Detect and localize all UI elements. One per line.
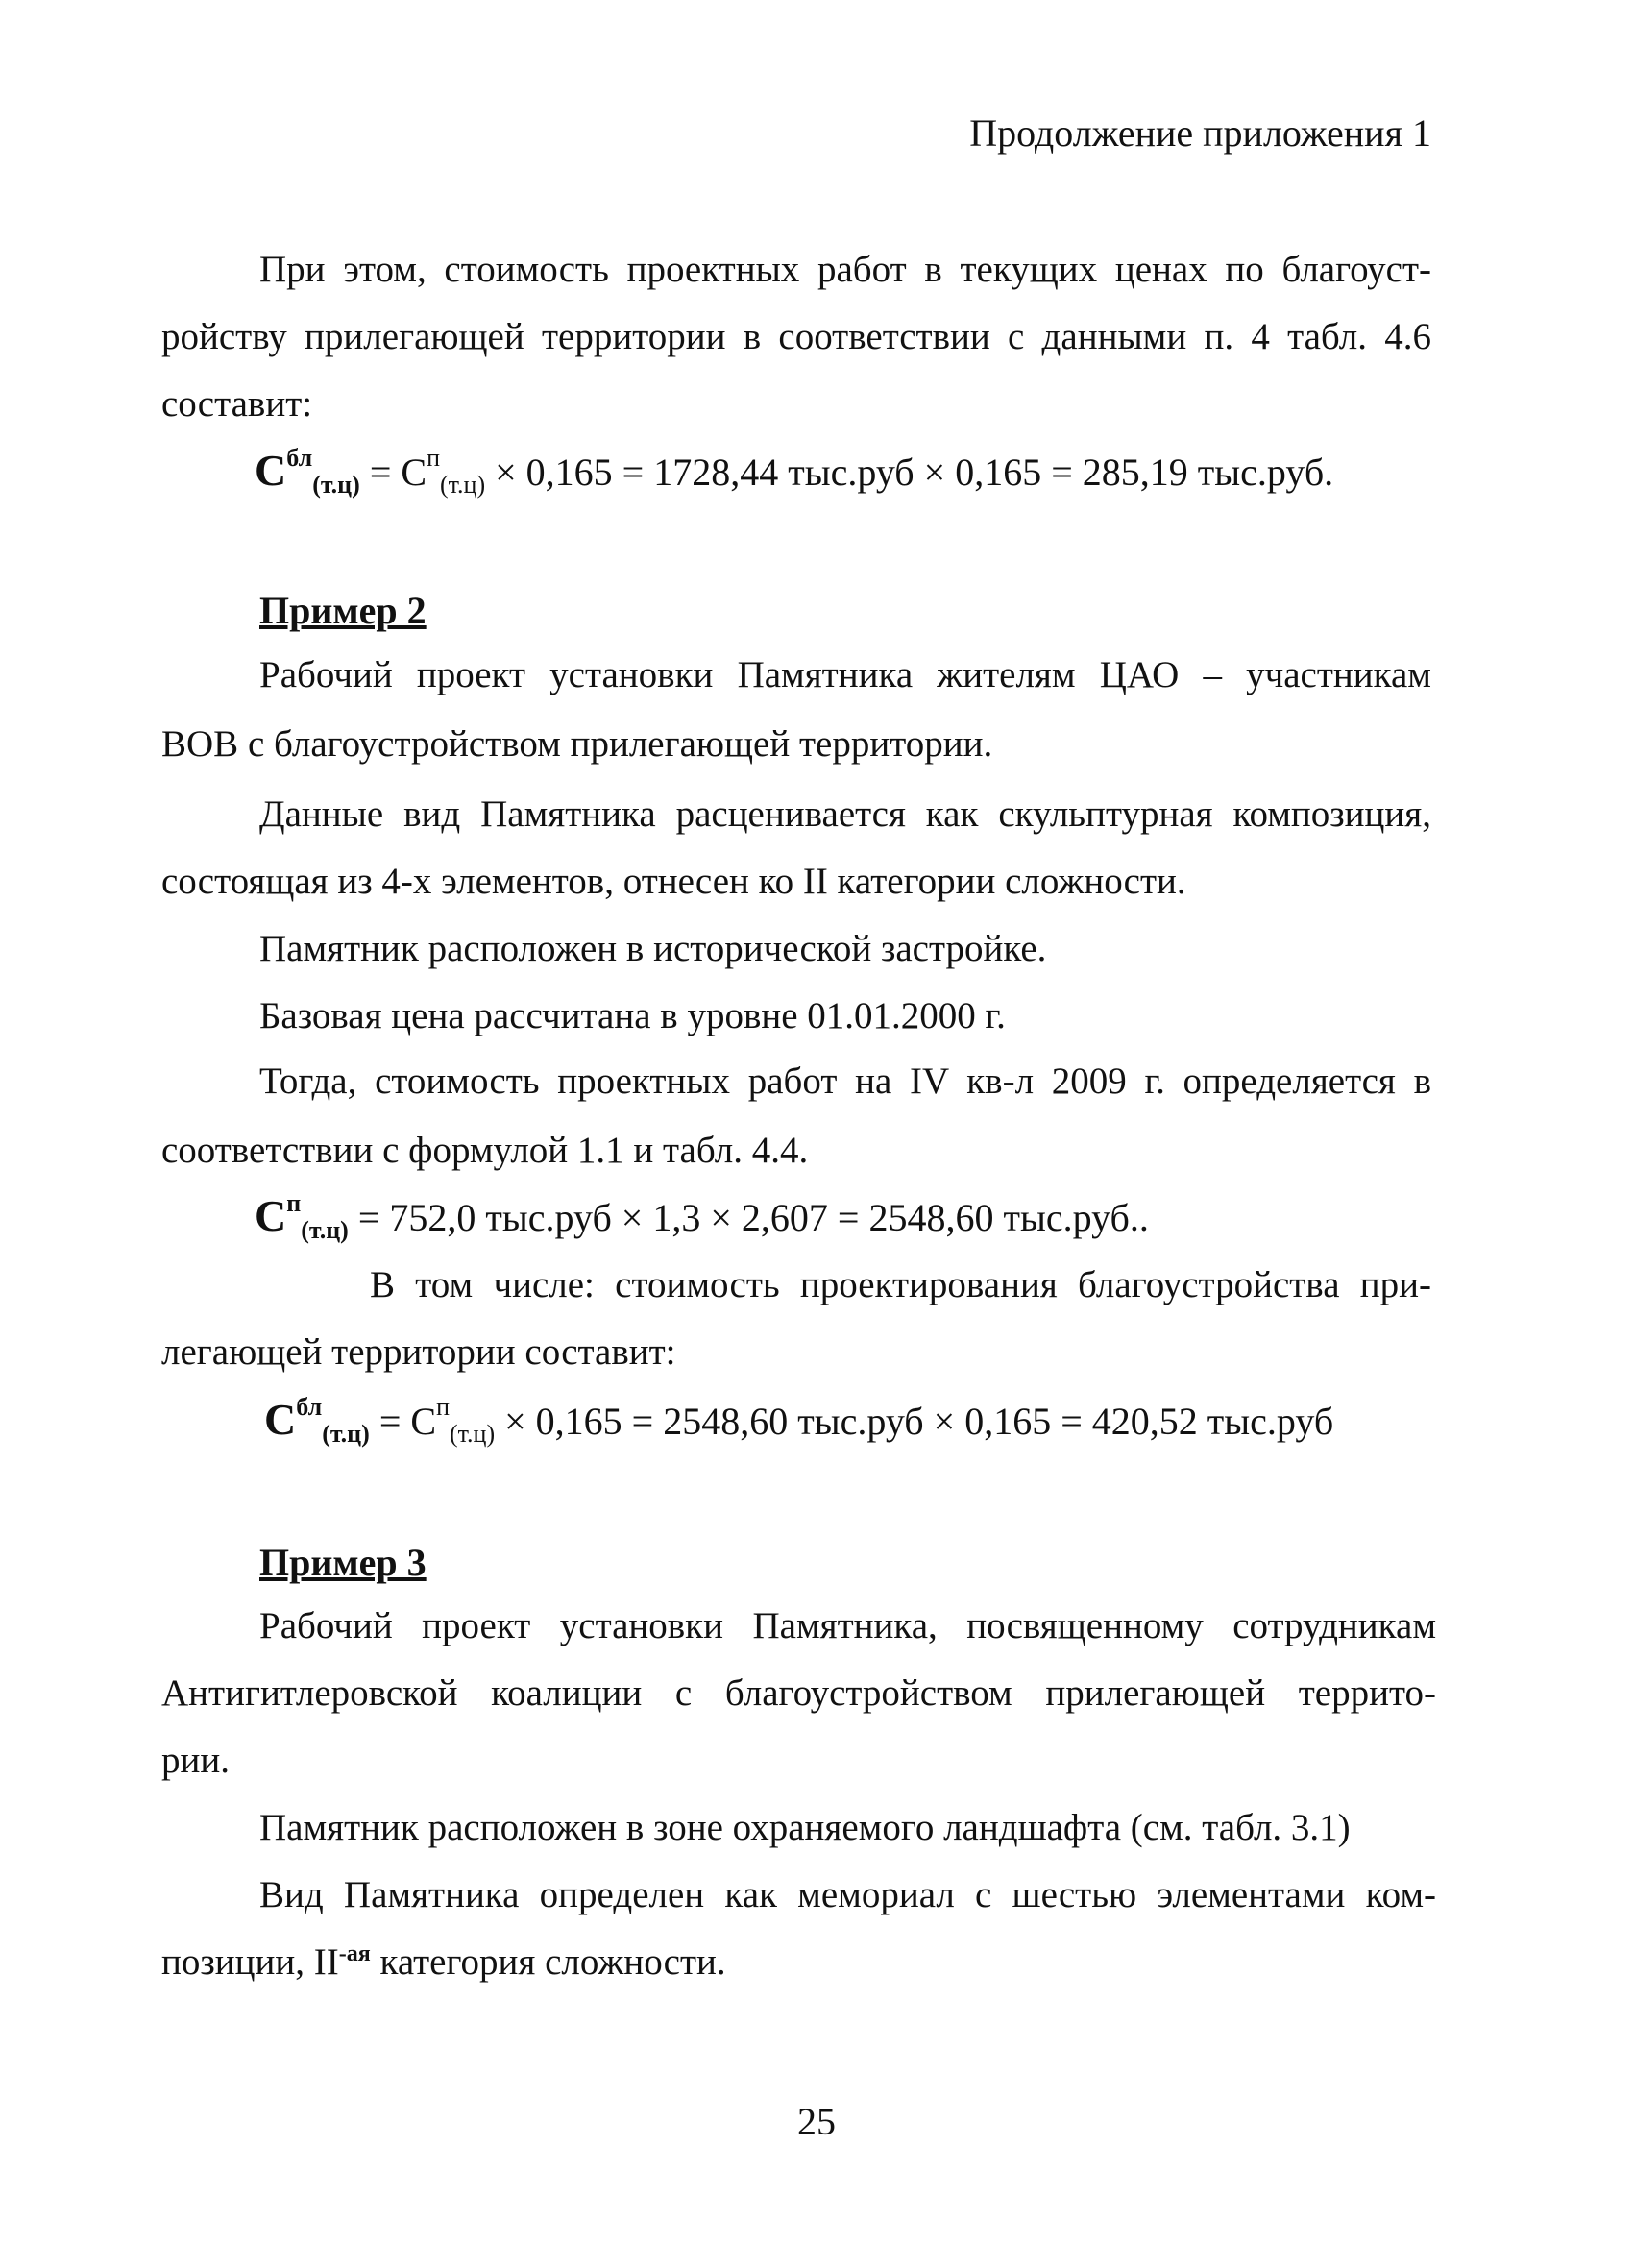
- page-header: Продолжение приложения 1: [969, 111, 1431, 155]
- intro-line-3: составит:: [161, 383, 313, 425]
- formula-1-sub-b: (т.ц): [439, 471, 486, 499]
- example-3-p2: Памятник расположен в зоне охраняемого ландшафта (см. табл. 3.1): [259, 1807, 1351, 1848]
- example-3-p3-line-2-sup: -ая: [338, 1941, 371, 1966]
- page-number: 25: [797, 2100, 836, 2143]
- formula-3-rest: × 0,165 = 2548,60 тыс.руб × 0,165 = 420,52 тыс.руб: [495, 1400, 1334, 1443]
- example-3-p3-line-1: Вид Памятника определен как мемориал с шестью элементами ком-: [259, 1874, 1436, 1915]
- example-3-p3-line-2: [161, 1940, 726, 1986]
- example-3-p1-line-2: Антигитлеровской коалиции с благоустройством прилегающей террито-: [161, 1672, 1436, 1714]
- example-3-p3-line-2-a: позиции, II: [161, 1941, 339, 1983]
- example-2-p2-line-1: Данные вид Памятника расценивается как скульптурная композиция,: [259, 793, 1431, 835]
- formula-1-symbol-b: С: [401, 451, 427, 494]
- formula-1-rest: × 0,165 = 1728,44 тыс.руб × 0,165 = 285,19 тыс.руб.: [485, 451, 1334, 494]
- formula-3-symbol-b: С: [410, 1400, 437, 1443]
- formula-1: [255, 444, 1333, 500]
- formula-3-sub-a: (т.ц): [322, 1420, 370, 1448]
- intro-line-1: При этом, стоимость проектных работ в текущих ценах по благоуст-: [259, 249, 1431, 290]
- formula-2-symbol: С: [255, 1191, 287, 1240]
- formula-1-sub-a: (т.ц): [312, 471, 360, 499]
- formula-3: [264, 1393, 1333, 1449]
- example-3-p1-line-1: Рабочий проект установки Памятника, посвященному сотрудникам: [259, 1605, 1436, 1646]
- example-3-heading: Пример 3: [259, 1541, 427, 1584]
- example-2-p1-line-2: ВОВ с благоустройством прилегающей территории.: [161, 723, 993, 765]
- formula-3-sub-b: (т.ц): [449, 1420, 496, 1448]
- example-2-p5-line-2: соответствии с формулой 1.1 и табл. 4.4.: [161, 1130, 809, 1171]
- formula-3-sup-b: п: [436, 1393, 450, 1421]
- formula-2-sub: (т.ц): [301, 1216, 349, 1244]
- formula-1-sup-a: бл: [286, 444, 313, 472]
- formula-3-eq: =: [369, 1400, 411, 1443]
- formula-1-symbol-a: С: [255, 446, 287, 495]
- formula-2: [255, 1189, 1149, 1245]
- example-2-p4: Базовая цена рассчитана в уровне 01.01.2000 г.: [259, 995, 1006, 1036]
- example-2-p5-line-1: Тогда, стоимость проектных работ на IV кв-л 2009 г. определяется в: [259, 1061, 1431, 1102]
- formula-1-eq: =: [359, 451, 402, 494]
- example-3-p3-line-2-b: категория сложности.: [370, 1941, 726, 1983]
- formula-2-sup: п: [286, 1189, 302, 1217]
- formula-2-rest: = 752,0 тыс.руб × 1,3 × 2,607 = 2548,60 тыс.руб..: [348, 1196, 1149, 1239]
- formula-3-symbol-a: С: [264, 1395, 297, 1444]
- formula-1-sup-b: п: [427, 444, 440, 472]
- example-2-p6-line-2: легающей территории составит:: [161, 1331, 676, 1373]
- example-2-heading: Пример 2: [259, 589, 427, 632]
- formula-3-sup-a: бл: [296, 1393, 323, 1421]
- example-3-p1-line-3: рии.: [161, 1740, 230, 1781]
- example-2-p2-line-2: состоящая из 4-х элементов, отнесен ко II категории сложности.: [161, 861, 1186, 902]
- intro-line-2: ройству прилегающей территории в соответствии с данными п. 4 табл. 4.6: [161, 316, 1431, 357]
- example-2-p3: Памятник расположен в исторической застройке.: [259, 928, 1047, 969]
- example-2-p1-line-1: Рабочий проект установки Памятника жителям ЦАО – участникам: [259, 654, 1431, 695]
- example-2-p6-line-1: В том числе: стоимость проектирования благоустройства при-: [370, 1264, 1431, 1305]
